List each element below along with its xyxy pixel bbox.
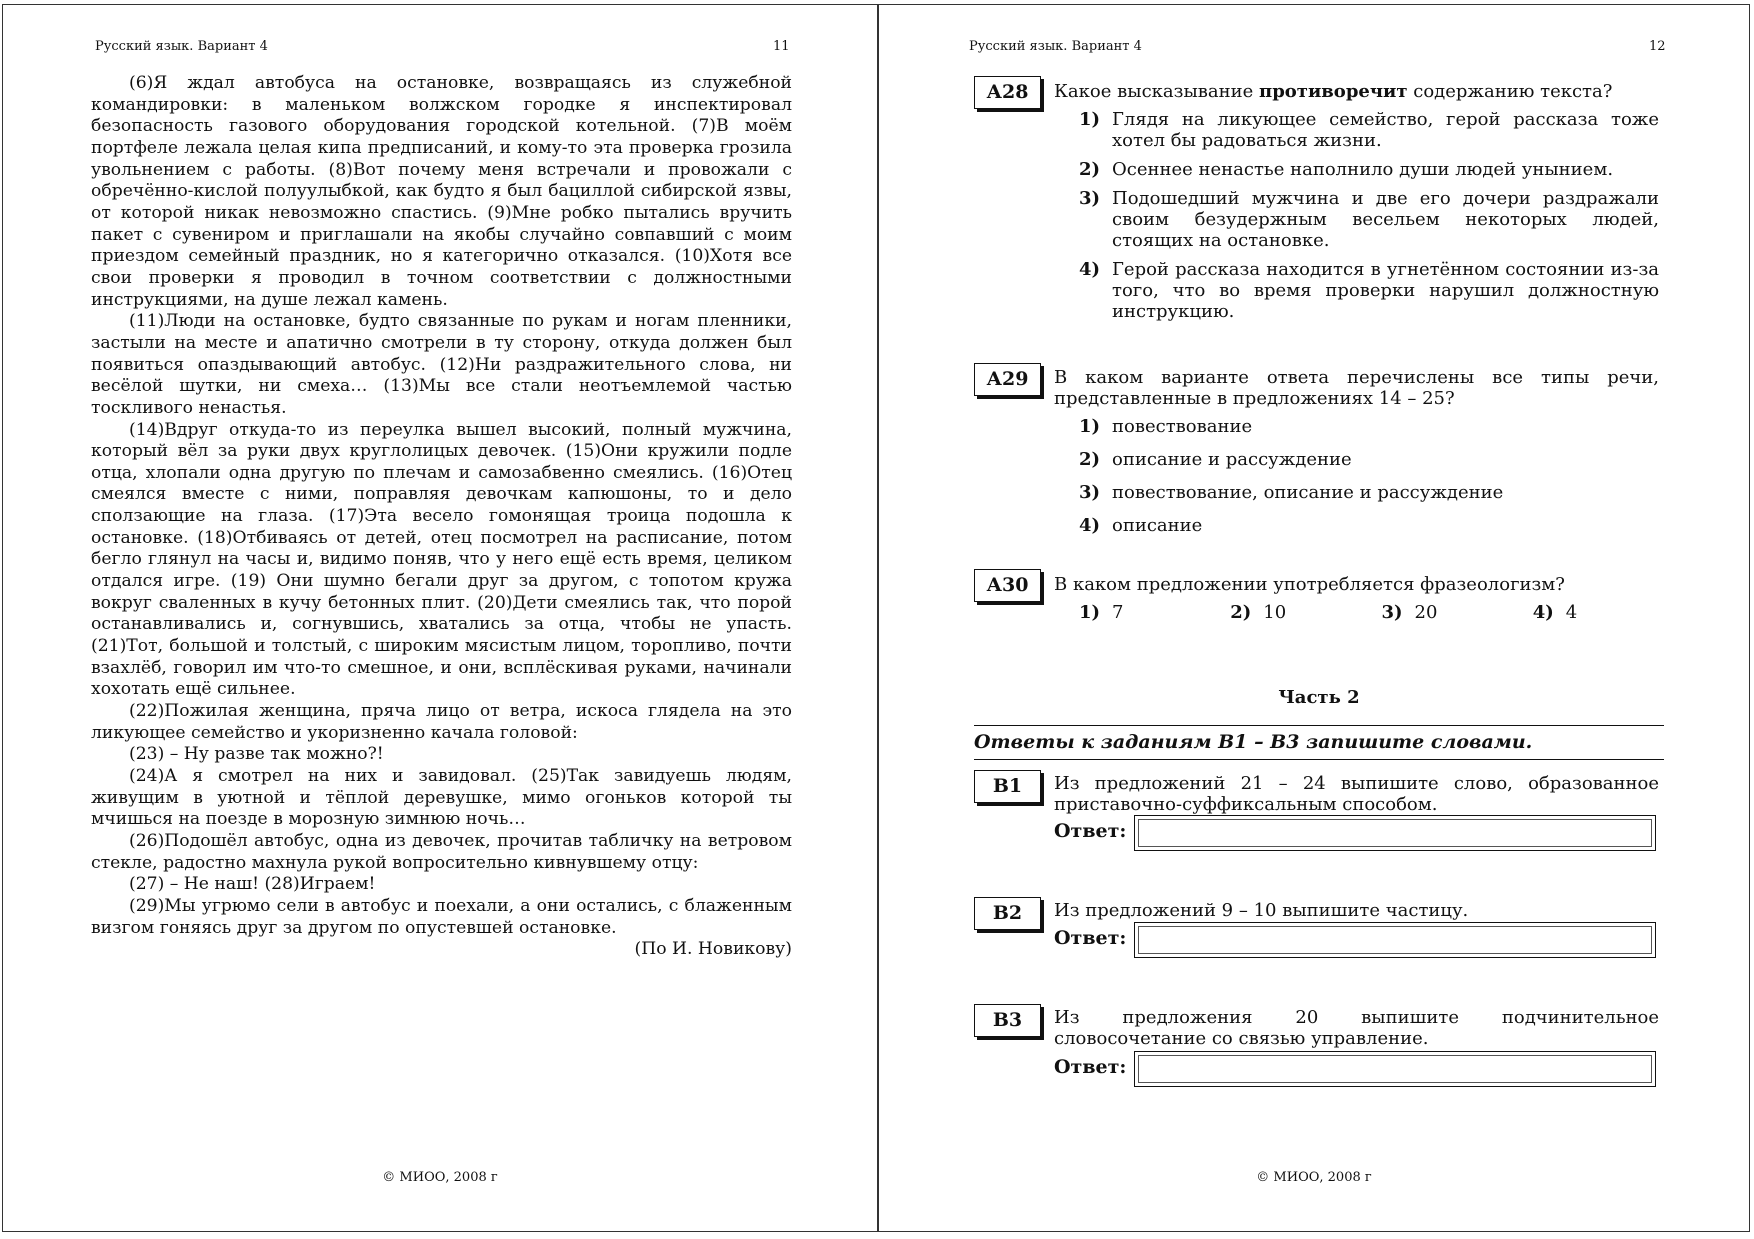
text-paragraph: (23) – Ну разве так можно?!: [129, 744, 384, 765]
task-label-box: В1: [974, 770, 1041, 803]
task-label-box: А30: [974, 569, 1041, 602]
text-paragraph: (26)Подошёл автобус, одна из девочек, прочитав табличку на ветровом стекле, радостно махнула рукой вопросительно кивнувшему отцу:: [91, 830, 792, 873]
option-text: 4: [1565, 602, 1578, 623]
task-label-box: В2: [974, 897, 1041, 930]
task-a29: [974, 361, 1664, 541]
text-source: (По И. Новикову): [634, 939, 792, 960]
part2-section: [974, 687, 1664, 753]
text-paragraph: (24)А я смотрел на них и завидовал. (25)Так завидуешь людям, живущим в уютной и тёплой деревушке, мимо огоньков которой ты мчишься на поезде в морозную зимнюю ночь…: [91, 766, 792, 830]
options-list: [1054, 416, 1659, 536]
page-footer: © МИОО, 2008 г: [1256, 1170, 1372, 1185]
page-number: 12: [1649, 39, 1666, 54]
question-text: Какое высказывание: [1054, 81, 1260, 102]
option-text: Осеннее ненастье наполнило души людей унынием.: [1112, 159, 1614, 180]
option-number: 1): [1079, 109, 1101, 130]
divider: [974, 759, 1664, 760]
option-item[interactable]: [1054, 449, 1659, 470]
text-paragraph: (14)Вдруг откуда-то из переулка вышел высокий, полный мужчина, который вёл за руки двух круглолицых девочек. (15)Они кружили подле отца, хлопали одна другую по плечам и самозабвенно смеялись. (16)Отец смеялся вместе с ними, поправляя девочкам капюшоны, то и дело сползающие на глаза. (17)Эта весело гомонящая троица подошла к остановке. (18)Отбиваясь от детей, отец посмотрел на расписание, потом бегло глянул на часы и, видимо поняв, что у него ещё есть время, целиком отдался игре. (19) Они шумно бегали друг за другом, с топотом кружа вокруг сваленных в кучу бетонных плит. (20)Дети смеялись так, что порой останавливались и, согнувшись, хватались за отца, чтобы не упасть. (21)Тот, большой и толстый, с широким мясистым лицом, торопливо, почти взахлёб, говорил им что-то смешное, и они, всплёскивая руками, начинали хохотать ещё сильнее.: [91, 419, 792, 700]
task-question: [1054, 81, 1659, 102]
left-page: [2, 4, 878, 1232]
option-item[interactable]: [1054, 482, 1659, 503]
text-paragraph: (22)Пожилая женщина, пряча лицо от ветра, искоса глядела на это ликующее семейство и укоризненно качала головой:: [91, 701, 792, 743]
text-paragraph: (6)Я ждал автобуса на остановке, возвращаясь из служебной командировки: в маленьком волжском городке я инспектировал безопасность газового оборудования городской котельной. (7)В моём портфеле лежала целая кипа предписаний, и кому-то эта проверка грозила увольнением с работы. (8)Вот почему меня встречали и провожали с обречённо-кислой полуулыбкой, как будто я был бациллой сибирской язвы, от которой никак невозможно спастись. (9)Мне робко пытались вручить пакет с сувениром и приглашали на якобы случайно совпавший с моим приездом семейный праздник, но я категорично отказался. (10)Хотя все свои проверки я проводил в точном соответствии с должностными инструкциями, на душе лежал камень.: [91, 73, 792, 310]
answer-input[interactable]: [1134, 815, 1656, 851]
right-page: [878, 4, 1750, 1232]
option-number: 2): [1230, 602, 1252, 623]
option-text: Глядя на ликующее семейство, герой рассказа тоже хотел бы радоваться жизни.: [1112, 109, 1659, 151]
option-number: 1): [1079, 602, 1101, 623]
option-item[interactable]: [1054, 188, 1659, 251]
part2-instruction: Ответы к заданиям В1 – В3 запишите словами.: [974, 731, 1533, 753]
answer-label: Ответ:: [1054, 820, 1127, 842]
option-item[interactable]: [1054, 159, 1659, 180]
option-text: описание и рассуждение: [1112, 449, 1352, 470]
text-paragraph: (27) – Не наш! (28)Играем!: [129, 874, 376, 895]
page-number: 11: [773, 39, 790, 54]
option-number: 2): [1079, 449, 1101, 470]
task-question: Из предложения 20 выпишите подчинительное словосочетание со связью управление.: [1054, 1007, 1659, 1049]
page-footer: © МИОО, 2008 г: [382, 1170, 498, 1185]
task-a28: [974, 76, 1664, 336]
answer-input[interactable]: [1134, 1051, 1656, 1087]
option-number: 3): [1079, 482, 1101, 503]
option-number: 4): [1079, 515, 1101, 536]
option-text: Подошедший мужчина и две его дочери раздражали своим безудержным весельем некоторых людей, стоящих на остановке.: [1112, 188, 1659, 251]
task-question: В каком предложении употребляется фразеологизм?: [1054, 574, 1565, 595]
option-text: описание: [1112, 515, 1203, 536]
part2-title: Часть 2: [1278, 687, 1360, 708]
task-b3: [974, 1002, 1664, 1082]
page-header-title: Русский язык. Вариант 4: [95, 39, 268, 54]
option-item[interactable]: [1054, 416, 1659, 437]
text-paragraph: (29)Мы угрюмо сели в автобус и поехали, а они остались, с блаженным визгом гоняясь друг за другом по опустевшей остановке.: [91, 895, 792, 938]
task-a30: [974, 567, 1664, 637]
option-item[interactable]: [1357, 602, 1508, 623]
option-number: 4): [1079, 259, 1101, 280]
task-label-box: А29: [974, 363, 1041, 396]
option-item[interactable]: [1205, 602, 1356, 623]
option-number: 4): [1532, 602, 1554, 623]
option-item[interactable]: [1054, 602, 1205, 623]
option-number: 3): [1381, 602, 1403, 623]
task-b2: [974, 895, 1664, 955]
option-number: 1): [1079, 416, 1101, 437]
question-text: содержанию текста?: [1407, 81, 1613, 102]
divider: [974, 725, 1664, 726]
option-item[interactable]: [1508, 602, 1659, 623]
option-text: повествование: [1112, 416, 1253, 437]
option-item[interactable]: [1054, 259, 1659, 322]
option-number: 3): [1079, 188, 1101, 209]
page-header-title: Русский язык. Вариант 4: [969, 39, 1142, 54]
question-emphasis: противоречит: [1259, 81, 1408, 102]
options-list: [1054, 602, 1659, 623]
reading-text: [91, 73, 792, 961]
text-paragraph: (11)Люди на остановке, будто связанные по рукам и ногам пленники, застыли на месте и апатично смотрели в ту сторону, откуда должен был появиться опаздывающий автобус. (12)Ни раздражительного слова, ни весёлой шутки, ни смеха… (13)Мы все стали неотъемлемой частью тоскливого ненастья.: [91, 311, 792, 418]
answer-input[interactable]: [1134, 922, 1656, 958]
option-text: Герой рассказа находится в угнетённом состоянии из-за того, что во время проверки нарушил должностную инструкцию.: [1112, 259, 1659, 322]
option-text: 10: [1263, 602, 1287, 623]
option-text: повествование, описание и рассуждение: [1112, 482, 1504, 503]
task-label-box: А28: [974, 76, 1041, 109]
task-question: В каком варианте ответа перечислены все типы речи, представленные в предложениях 14 – 25?: [1054, 367, 1659, 409]
option-text: 7: [1112, 602, 1124, 623]
task-question: Из предложений 21 – 24 выпишите слово, образованное приставочно-суффиксальным способом.: [1054, 773, 1659, 815]
answer-label: Ответ:: [1054, 927, 1127, 949]
option-text: 20: [1414, 602, 1438, 623]
option-item[interactable]: [1054, 109, 1659, 151]
task-b1: [974, 768, 1664, 848]
options-list: [1054, 109, 1659, 322]
task-question: Из предложений 9 – 10 выпишите частицу.: [1054, 900, 1469, 921]
answer-label: Ответ:: [1054, 1056, 1127, 1078]
option-number: 2): [1079, 159, 1101, 180]
task-label-box: В3: [974, 1004, 1041, 1037]
option-item[interactable]: [1054, 515, 1659, 536]
